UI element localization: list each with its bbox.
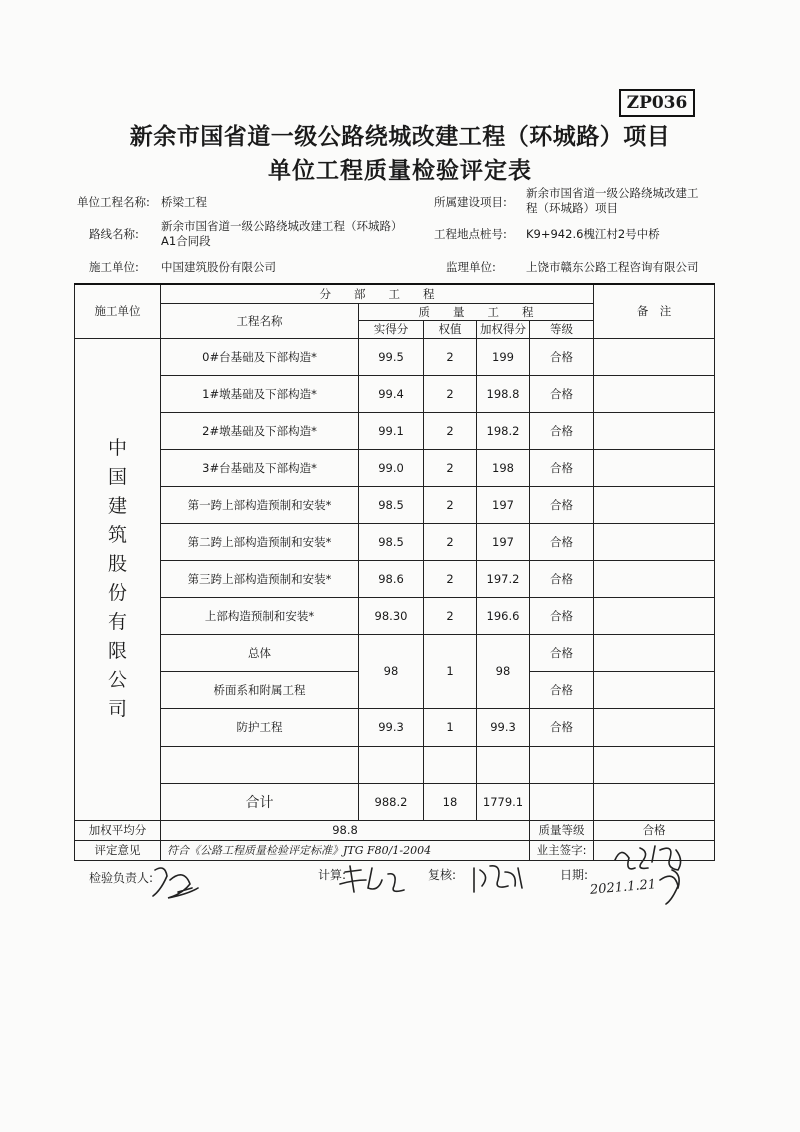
row-weighted: 98 (477, 634, 530, 708)
empty-cell (594, 783, 715, 820)
owner-sign-label: 业主签字: (530, 840, 594, 860)
empty-cell (161, 746, 359, 783)
row-weight: 2 (424, 449, 477, 486)
quality-grade-value: 合格 (594, 820, 715, 840)
row-name: 防护工程 (161, 708, 359, 746)
row-name: 总体 (161, 634, 359, 671)
site-value: K9+942.6槐江村2号中桥 (526, 227, 660, 241)
site-label: 工程地点桩号: (434, 227, 507, 241)
contractor-value: 中国建筑股份有限公司 (161, 260, 276, 274)
row-remark (594, 486, 715, 523)
opinion-value: 符合《公路工程质量检验评定标准》JTG F80/1-2004 (161, 840, 530, 860)
empty-cell (530, 746, 594, 783)
row-weighted: 197 (477, 486, 530, 523)
construction-project-label: 所属建设项目: (434, 195, 507, 209)
empty-cell (359, 746, 424, 783)
construction-project-value-1: 新余市国省道一级公路绕城改建工 (526, 186, 699, 200)
row-score: 99.1 (359, 412, 424, 449)
row-name: 第二跨上部构造预制和安装* (161, 523, 359, 560)
row-name: 桥面系和附属工程 (161, 671, 359, 708)
empty-cell (530, 783, 594, 820)
header-quality: 质 量 工 程 (359, 303, 594, 320)
row-weighted: 99.3 (477, 708, 530, 746)
row-weighted: 196.6 (477, 597, 530, 634)
row-weight: 2 (424, 338, 477, 375)
row-name: 上部构造预制和安装* (161, 597, 359, 634)
row-grade: 合格 (530, 338, 594, 375)
row-remark (594, 523, 715, 560)
row-remark (594, 597, 715, 634)
empty-cell (594, 746, 715, 783)
route-label: 路线名称: (89, 227, 139, 241)
header-grade: 等级 (530, 320, 594, 338)
row-remark (594, 449, 715, 486)
empty-cell (477, 746, 530, 783)
route-value-1: 新余市国省道一级公路绕城改建工程（环城路） (161, 219, 403, 233)
row-weight: 1 (424, 708, 477, 746)
company-vertical-text: 中国建筑股份有限公司 (107, 437, 127, 720)
row-remark (594, 560, 715, 597)
row-weight: 2 (424, 560, 477, 597)
row-weighted: 198.8 (477, 375, 530, 412)
unit-project-value: 桥梁工程 (161, 195, 207, 209)
calc-label: 计算: (318, 868, 347, 882)
form-code: ZP036 (619, 89, 695, 117)
row-grade: 合格 (530, 671, 594, 708)
contractor-label: 施工单位: (89, 260, 139, 274)
row-remark (594, 671, 715, 708)
avg-value: 98.8 (161, 820, 530, 840)
row-grade: 合格 (530, 449, 594, 486)
construction-project-value-2: 程（环城路）项目 (526, 201, 618, 215)
row-score: 99.3 (359, 708, 424, 746)
row-name: 0#台基础及下部构造* (161, 338, 359, 375)
review-signature (474, 866, 522, 892)
row-weight: 2 (424, 412, 477, 449)
date-signature (660, 870, 679, 904)
row-score: 98.6 (359, 560, 424, 597)
row-name: 3#台基础及下部构造* (161, 449, 359, 486)
route-value-2: A1合同段 (161, 234, 211, 248)
row-grade: 合格 (530, 708, 594, 746)
inspector-label: 检验负责人: (89, 871, 154, 885)
page-title: 新余市国省道一级公路绕城改建工程（环城路）项目 (129, 124, 671, 150)
row-weight: 2 (424, 486, 477, 523)
total-weighted: 1779.1 (477, 783, 530, 820)
review-label: 复核: (428, 868, 457, 882)
calc-signature (340, 866, 404, 892)
avg-label: 加权平均分 (75, 820, 161, 840)
supervisor-label: 监理单位: (446, 260, 496, 274)
row-grade: 合格 (530, 412, 594, 449)
quality-table (74, 283, 715, 861)
header-weighted: 加权得分 (477, 320, 530, 338)
row-weighted: 199 (477, 338, 530, 375)
row-remark (594, 375, 715, 412)
date-label: 日期: (560, 868, 589, 882)
row-grade: 合格 (530, 597, 594, 634)
header-unit: 施工单位 (75, 284, 161, 338)
row-name: 2#墩基础及下部构造* (161, 412, 359, 449)
row-weight: 2 (424, 523, 477, 560)
row-name: 1#墩基础及下部构造* (161, 375, 359, 412)
empty-cell (424, 746, 477, 783)
row-weighted: 198 (477, 449, 530, 486)
date-value: 2021.1.21 (589, 877, 657, 898)
row-weighted: 197 (477, 523, 530, 560)
inspector-signature (153, 868, 198, 898)
header-weight: 权值 (424, 320, 477, 338)
total-score: 988.2 (359, 783, 424, 820)
row-score: 99.4 (359, 375, 424, 412)
row-remark (594, 412, 715, 449)
row-weight: 2 (424, 597, 477, 634)
row-grade: 合格 (530, 523, 594, 560)
row-grade: 合格 (530, 486, 594, 523)
row-weight: 2 (424, 375, 477, 412)
supervisor-value: 上饶市赣东公路工程咨询有限公司 (526, 260, 699, 274)
row-score: 99.5 (359, 338, 424, 375)
row-name: 第三跨上部构造预制和安装* (161, 560, 359, 597)
owner-sign-cell (594, 840, 715, 860)
total-weight: 18 (424, 783, 477, 820)
header-score: 实得分 (359, 320, 424, 338)
quality-grade-label: 质量等级 (530, 820, 594, 840)
company-vertical-cell (75, 338, 161, 820)
row-remark (594, 338, 715, 375)
row-grade: 合格 (530, 560, 594, 597)
row-weighted: 197.2 (477, 560, 530, 597)
row-score: 98.5 (359, 486, 424, 523)
total-label: 合计 (161, 783, 359, 820)
row-grade: 合格 (530, 375, 594, 412)
header-division: 分 部 工 程 (161, 284, 594, 303)
unit-project-label: 单位工程名称: (77, 195, 150, 209)
row-score: 98 (359, 634, 424, 708)
header-project-name: 工程名称 (161, 303, 359, 338)
opinion-label: 评定意见 (75, 840, 161, 860)
row-score: 98.5 (359, 523, 424, 560)
row-score: 99.0 (359, 449, 424, 486)
row-remark (594, 708, 715, 746)
row-grade: 合格 (530, 634, 594, 671)
page-subtitle: 单位工程质量检验评定表 (268, 158, 532, 184)
row-score: 98.30 (359, 597, 424, 634)
row-weighted: 198.2 (477, 412, 530, 449)
row-weight: 1 (424, 634, 477, 708)
row-remark (594, 634, 715, 671)
header-remark: 备 注 (594, 284, 715, 338)
row-name: 第一跨上部构造预制和安装* (161, 486, 359, 523)
